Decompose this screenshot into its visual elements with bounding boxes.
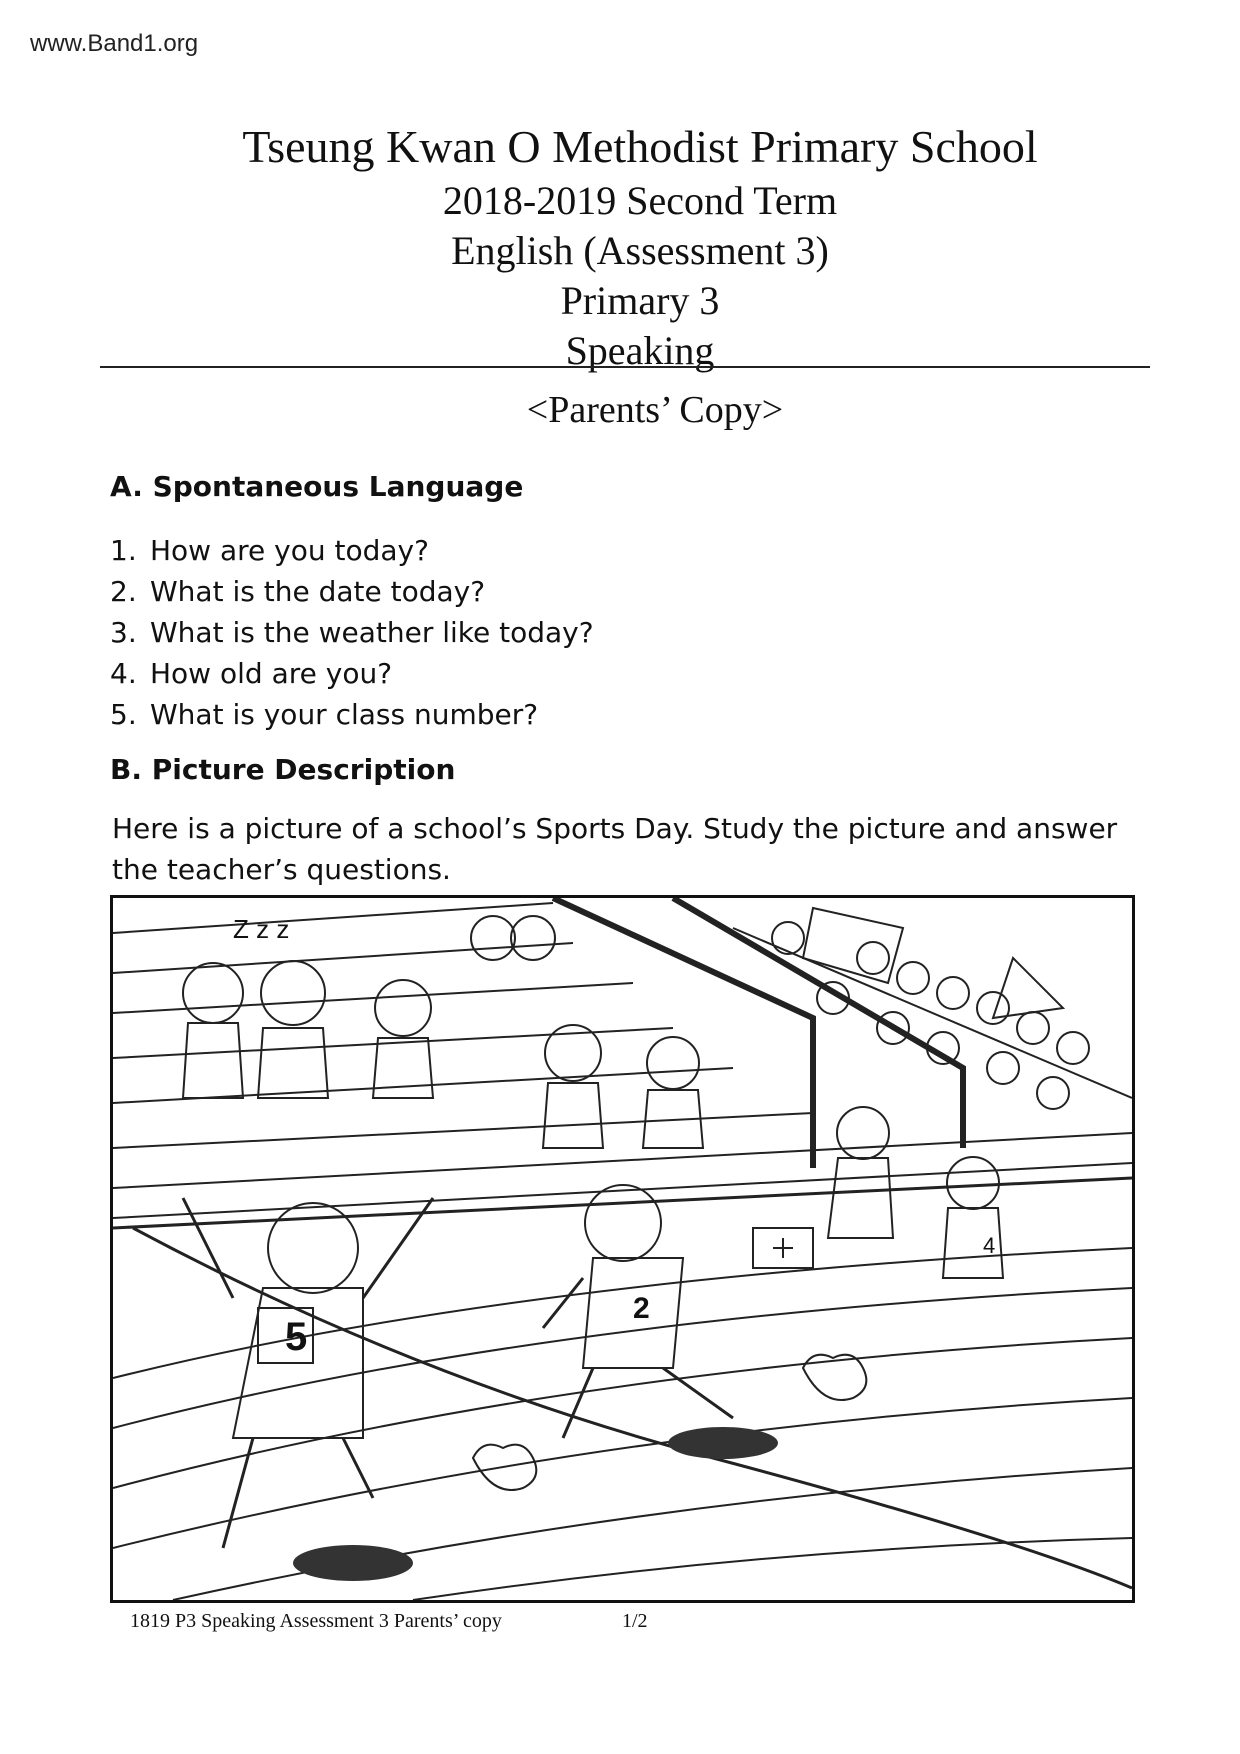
paper-label: Speaking xyxy=(565,328,715,373)
bleacher-line xyxy=(113,903,553,933)
runner-leg xyxy=(563,1368,593,1438)
bleacher-line xyxy=(113,1028,673,1058)
child-body xyxy=(183,1023,243,1098)
runner-leg xyxy=(223,1438,253,1548)
child-body xyxy=(543,1083,603,1148)
watermark: www.Band1.org xyxy=(30,30,199,57)
track-lane xyxy=(113,1338,1132,1488)
question-text: What is your class number? xyxy=(150,698,539,731)
bleacher-line xyxy=(113,983,633,1013)
track-lane xyxy=(113,1248,1132,1378)
question-item xyxy=(110,571,594,612)
copy-label xyxy=(0,388,1240,432)
crowd-head xyxy=(1057,1032,1089,1064)
crowd-head xyxy=(1017,1012,1049,1044)
child-body xyxy=(258,1028,328,1098)
helper-body xyxy=(828,1158,893,1238)
runner-head xyxy=(585,1185,661,1261)
child-head xyxy=(375,980,431,1036)
bleacher-line xyxy=(113,1113,813,1148)
question-text: How old are you? xyxy=(150,657,393,690)
crowd-head xyxy=(987,1052,1019,1084)
copy-label-text: <Parents’ Copy> xyxy=(526,389,784,431)
runner-shadow xyxy=(668,1427,778,1459)
question-list xyxy=(110,530,594,735)
header-divider xyxy=(100,366,1150,368)
question-item xyxy=(110,694,594,735)
sleeping-zzz: Z z z xyxy=(233,914,290,944)
crowd-head xyxy=(857,942,889,974)
footer-label: 1819 P3 Speaking Assessment 3 Parents’ copy xyxy=(130,1610,502,1632)
subject-label: English (Assessment 3) xyxy=(451,228,829,273)
stair-railing xyxy=(673,898,963,1148)
injured-child-head xyxy=(947,1157,999,1209)
question-number: 3. xyxy=(110,616,137,649)
runner-2-bib-number: 2 xyxy=(633,1292,650,1325)
child-head xyxy=(471,916,515,960)
helper-head xyxy=(837,1107,889,1159)
runner-arm xyxy=(543,1278,583,1328)
first-aid-cross xyxy=(773,1238,793,1258)
child-head xyxy=(261,961,325,1025)
question-text: What is the date today? xyxy=(150,575,486,608)
child-head xyxy=(647,1037,699,1089)
bleacher-line xyxy=(113,1163,1132,1218)
question-number: 2. xyxy=(110,575,137,608)
child-head xyxy=(511,916,555,960)
injured-bib-number: 4 xyxy=(983,1233,996,1258)
sports-day-illustration xyxy=(113,898,1132,1600)
crowd-head xyxy=(937,977,969,1009)
runner-leg xyxy=(343,1438,373,1498)
cheer-flag xyxy=(993,958,1063,1018)
question-item xyxy=(110,612,594,653)
cheer-banner xyxy=(803,908,903,983)
picture-instruction: Here is a picture of a school’s Sports Day. Study the picture and answer the teacher’s questions. xyxy=(112,812,1118,886)
crowd-head xyxy=(772,922,804,954)
section-a-title: A. Spontaneous Language xyxy=(110,470,524,503)
school-name: Tseung Kwan O Methodist Primary School xyxy=(242,121,1038,172)
runner-head xyxy=(268,1203,358,1293)
question-item xyxy=(110,530,594,571)
level-label: Primary 3 xyxy=(560,278,720,323)
sports-day-picture xyxy=(110,895,1135,1603)
runner-shadow xyxy=(293,1545,413,1581)
runner-1-bib-number: 5 xyxy=(285,1315,308,1359)
question-number: 5. xyxy=(110,698,137,731)
child-head xyxy=(183,963,243,1023)
question-text: What is the weather like today? xyxy=(150,616,594,649)
crowd-head xyxy=(897,962,929,994)
page-header xyxy=(0,118,1240,376)
term-label: 2018-2019 Second Term xyxy=(442,178,838,223)
question-text: How are you today? xyxy=(150,534,429,567)
question-number: 1. xyxy=(110,534,137,567)
child-body xyxy=(373,1038,433,1098)
track-lane xyxy=(173,1468,1132,1600)
track-lane xyxy=(113,1398,1132,1548)
question-item xyxy=(110,653,594,694)
crowd-head xyxy=(1037,1077,1069,1109)
page-number: 1/2 xyxy=(622,1610,648,1632)
section-b-title: B. Picture Description xyxy=(110,753,456,786)
crowd-head xyxy=(977,992,1009,1024)
question-number: 4. xyxy=(110,657,137,690)
